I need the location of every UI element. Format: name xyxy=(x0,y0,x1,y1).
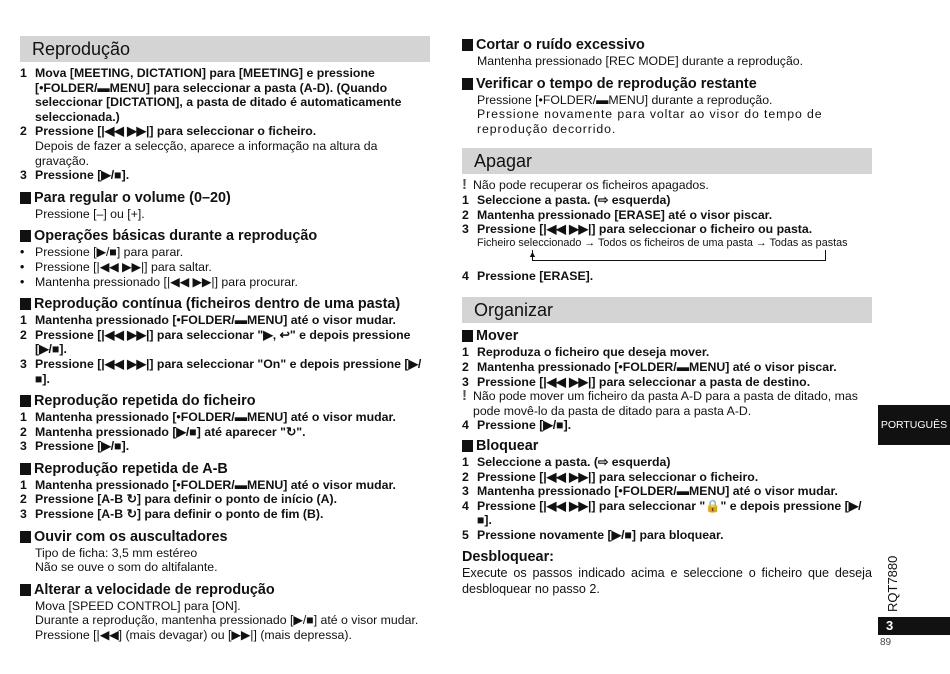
delete-warning: ! Não pode recuperar os ficheiros apagados. xyxy=(462,176,709,194)
speed-section xyxy=(20,581,430,643)
page-number-small: 89 xyxy=(880,637,892,648)
delete-flow-diagram xyxy=(462,237,872,265)
noise-title: Cortar o ruído excessivo xyxy=(476,37,645,53)
headphones-section xyxy=(20,528,430,575)
remaining-line: Pressione [•FOLDER/▬MENU] durante a reprodução. xyxy=(477,92,773,107)
step: 2 Pressione [|◀◀ ▶▶|] para seleccionar o ficheiro. xyxy=(462,469,759,484)
lock-title: Bloquear xyxy=(476,437,539,454)
step: 3 Pressione [|◀◀ ▶▶|] para seleccionar "On" e depois pressione [▶/■]. xyxy=(20,356,422,386)
section-square-icon xyxy=(20,230,31,242)
speed-title: Alterar a velocidade de reprodução xyxy=(34,581,275,598)
section-square-icon xyxy=(462,330,473,342)
repeat-ab-title: Reprodução repetida de A-B xyxy=(34,460,228,477)
section-square-icon xyxy=(20,531,31,543)
headphones-line: Tipo de ficha: 3,5 mm estéreo xyxy=(35,545,198,560)
section-banner-reproducao: Reprodução xyxy=(20,36,430,62)
remaining-section xyxy=(462,75,872,137)
speed-line: Durante a reprodução, mantenha pressionado [▶/■] até o visor mudar. xyxy=(35,613,419,628)
step: 2 Pressione [|◀◀ ▶▶|] para seleccionar "▶, ↩" e depois pressione [▶/■]. xyxy=(20,327,411,357)
step: 3 Pressione [|◀◀ ▶▶|] para seleccionar a pasta de destino. xyxy=(462,374,811,389)
step: 1 Reproduza o ficheiro que deseja mover. xyxy=(462,345,710,360)
step-3: 3 Pressione [▶/■]. xyxy=(20,168,130,183)
headphones-title: Ouvir com os auscultadores xyxy=(34,528,228,545)
headphones-line: Não se ouve o som do altifalante. xyxy=(35,560,218,575)
step: 2 Mantenha pressionado [•FOLDER/▬MENU] até o visor piscar. xyxy=(462,359,837,374)
model-number: RQT7880 xyxy=(885,555,900,612)
noise-section xyxy=(462,36,872,69)
warning-icon: ! xyxy=(462,176,467,194)
volume-section xyxy=(20,189,430,222)
step: 2 Pressione [A-B ↻] para definir o ponto de início (A). xyxy=(20,492,338,507)
volume-text: Pressione [–] ou [+]. xyxy=(35,206,145,221)
step: 3 Pressione [|◀◀ ▶▶|] para seleccionar o ficheiro ou pasta. xyxy=(462,222,813,237)
arrow-up-icon: ▲ xyxy=(528,248,537,259)
step: 4 Pressione [|◀◀ ▶▶|] para seleccionar "🔒" e depois pressione [▶/■]. xyxy=(462,498,862,528)
basic-operations-title: Operações básicas durante a reprodução xyxy=(34,228,318,245)
section-square-icon xyxy=(20,192,31,204)
right-column xyxy=(462,36,872,597)
step-2-note: Depois de fazer a selecção, aparece a informação na altura da gravação. xyxy=(35,138,378,168)
speed-line: Pressione [|◀◀] (mais devagar) ou [▶▶|] (mais depressa). xyxy=(35,628,352,643)
language-tab: PORTUGUÊS xyxy=(878,405,950,445)
step: 1 Seleccione a pasta. (⇨ esquerda) xyxy=(462,192,671,207)
bullet-item: • Mantenha pressionado [|◀◀ ▶▶|] para procurar. xyxy=(20,274,298,289)
repeat-file-title: Reprodução repetida do ficheiro xyxy=(34,393,256,410)
step: 1 Seleccione a pasta. (⇨ esquerda) xyxy=(462,454,671,469)
section-square-icon xyxy=(462,440,473,452)
section-banner-apagar: Apagar xyxy=(462,148,872,174)
volume-title: Para regular o volume (0–20) xyxy=(34,189,231,206)
step: 1 Mantenha pressionado [•FOLDER/▬MENU] até o visor mudar. xyxy=(20,477,396,492)
move-title: Mover xyxy=(476,328,519,345)
continuous-title: Reprodução contínua (ficheiros dentro de uma pasta) xyxy=(34,296,401,313)
step: 4 Pressione [▶/■]. xyxy=(462,418,572,433)
step: 1 Mantenha pressionado [•FOLDER/▬MENU] até o visor mudar. xyxy=(20,410,396,425)
step: 2 Mantenha pressionado [ERASE] até o visor piscar. xyxy=(462,207,773,222)
section-banner-organizar: Organizar xyxy=(462,297,872,323)
repeat-file-section xyxy=(20,392,430,454)
step-2: 2 Pressione [|◀◀ ▶▶|] para seleccionar o ficheiro. xyxy=(20,124,317,139)
step: 3 Mantenha pressionado [•FOLDER/▬MENU] até o visor mudar. xyxy=(462,484,838,499)
basic-operations-section xyxy=(20,227,430,289)
bullet-item: • Pressione [|◀◀ ▶▶|] para saltar. xyxy=(20,259,212,274)
move-warning: ! Não pode mover um ficheiro da pasta A-D para a pasta de ditado, mas pode movê-lo da pasta de ditado para a pasta A-D. xyxy=(462,387,858,418)
unlock-title: Desbloquear: xyxy=(462,549,554,566)
step: 3 Pressione [▶/■]. xyxy=(20,439,130,454)
bullet-icon: • xyxy=(20,245,25,260)
unlock-text: Execute os passos indicado acima e seleccione o ficheiro que deseja desbloquear no passo 2. xyxy=(462,566,872,596)
delete-flow-text: Ficheiro seleccionado → Todos os ficheiros de uma pasta → Todas as pastas xyxy=(477,236,848,249)
section-square-icon xyxy=(20,395,31,407)
section-square-icon xyxy=(20,584,31,596)
repeat-ab-section xyxy=(20,460,430,522)
step: 5 Pressione novamente [▶/■] para bloquear. xyxy=(462,527,724,542)
remaining-line: Pressione novamente para voltar ao visor do tempo de reprodução decorrido. xyxy=(477,107,823,136)
step-1: 1 Mova [MEETING, DICTATION] para [MEETING] e pressione [•FOLDER/▬MENU] para seleccionar a pasta (A-D). (Quando seleccionar [DICTATION], a pasta de ditado é automaticamente seleccionada.) xyxy=(20,66,402,124)
warning-icon: ! xyxy=(462,387,467,405)
section-square-icon xyxy=(20,463,31,475)
bullet-icon: • xyxy=(20,259,25,274)
remaining-title: Verificar o tempo de reprodução restante xyxy=(476,75,757,92)
bullet-icon: • xyxy=(20,274,25,289)
section-square-icon xyxy=(462,78,473,90)
page-number: 3 xyxy=(878,617,950,635)
step: 1 Mantenha pressionado [•FOLDER/▬MENU] até o visor mudar. xyxy=(20,313,396,328)
return-arrow-line xyxy=(532,250,826,261)
section-square-icon xyxy=(20,298,31,310)
step: 4 Pressione [ERASE]. xyxy=(462,268,594,283)
noise-text: Mantenha pressionado [REC MODE] durante a reprodução. xyxy=(477,54,804,68)
section-square-icon xyxy=(462,39,473,51)
speed-line: Mova [SPEED CONTROL] para [ON]. xyxy=(35,598,241,613)
step: 2 Mantenha pressionado [▶/■] até aparecer "↻". xyxy=(20,424,306,439)
continuous-section xyxy=(20,295,430,386)
step: 3 Pressione [A-B ↻] para definir o ponto de fim (B). xyxy=(20,507,324,522)
left-column xyxy=(20,36,430,643)
bullet-item: • Pressione [▶/■] para parar. xyxy=(20,245,184,260)
